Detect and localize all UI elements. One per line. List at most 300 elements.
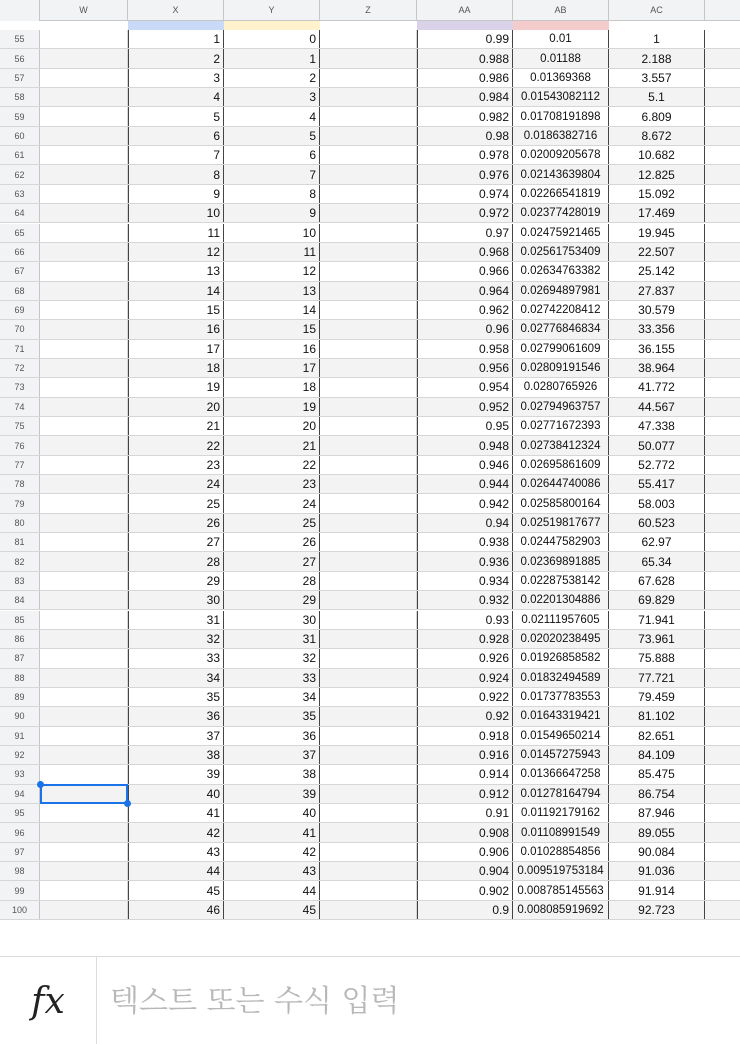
cell-w[interactable] [40,127,128,145]
cell-aa[interactable]: 0.99 [417,30,513,48]
cell-aa[interactable]: 0.98 [417,127,513,145]
cell-ac[interactable]: 17.469 [609,204,705,222]
cell-ad[interactable] [705,282,740,300]
cell-ab[interactable]: 0.02369891885 [513,552,609,570]
cell-ac[interactable]: 87.946 [609,804,705,822]
row-number[interactable]: 56 [0,49,40,67]
cell-z[interactable] [320,533,417,551]
row-number[interactable]: 94 [0,785,40,803]
cell-ad[interactable] [705,707,740,725]
cell-ad[interactable] [705,746,740,764]
cell-x[interactable]: 5 [128,107,224,125]
cell-w[interactable] [40,727,128,745]
cell-y[interactable]: 10 [224,224,320,242]
column-header-z[interactable]: Z [320,0,417,21]
cell-w[interactable] [40,804,128,822]
cell-ab[interactable]: 0.02742208412 [513,301,609,319]
row-number[interactable]: 61 [0,146,40,164]
cell-x[interactable]: 4 [128,88,224,106]
cell-ad[interactable] [705,146,740,164]
cell-ac[interactable]: 6.809 [609,107,705,125]
cell-ac[interactable]: 75.888 [609,649,705,667]
cell-y[interactable]: 38 [224,765,320,783]
row-number[interactable]: 67 [0,262,40,280]
cell-y[interactable]: 6 [224,146,320,164]
cell-aa[interactable]: 0.986 [417,69,513,87]
cell-w[interactable] [40,204,128,222]
cell-y[interactable]: 20 [224,417,320,435]
cell-ad[interactable] [705,165,740,183]
header-cell-y-partial[interactable] [224,21,320,30]
cell-ab[interactable]: 0.02561753409 [513,243,609,261]
cell-ac[interactable]: 27.837 [609,282,705,300]
cell-ac[interactable]: 2.188 [609,49,705,67]
cell-z[interactable] [320,88,417,106]
cell-y[interactable]: 19 [224,398,320,416]
row-number[interactable]: 70 [0,320,40,338]
cell-x[interactable]: 15 [128,301,224,319]
cell-ac[interactable]: 85.475 [609,765,705,783]
cell-z[interactable] [320,301,417,319]
cell-z[interactable] [320,707,417,725]
cell-ab[interactable]: 0.01543082112 [513,88,609,106]
cell-aa[interactable]: 0.91 [417,804,513,822]
cell-ad[interactable] [705,204,740,222]
selected-cell[interactable] [40,784,128,804]
row-number[interactable]: 74 [0,398,40,416]
cell-x[interactable]: 3 [128,69,224,87]
cell-ab[interactable]: 0.01457275943 [513,746,609,764]
cell-ac[interactable]: 55.417 [609,475,705,493]
cell-z[interactable] [320,378,417,396]
cell-y[interactable]: 0 [224,30,320,48]
cell-y[interactable]: 11 [224,243,320,261]
cell-aa[interactable]: 0.94 [417,514,513,532]
cell-aa[interactable]: 0.938 [417,533,513,551]
cell-ab[interactable]: 0.02266541819 [513,185,609,203]
cell-y[interactable]: 23 [224,475,320,493]
cell-aa[interactable]: 0.906 [417,843,513,861]
cell-ac[interactable]: 90.084 [609,843,705,861]
cell-ac[interactable]: 82.651 [609,727,705,745]
cell-y[interactable]: 4 [224,107,320,125]
cell-ad[interactable] [705,611,740,629]
cell-ac[interactable]: 77.721 [609,669,705,687]
cell-ac[interactable]: 3.557 [609,69,705,87]
cell-ac[interactable]: 81.102 [609,707,705,725]
cell-w[interactable] [40,456,128,474]
column-header-y[interactable]: Y [224,0,320,21]
cell-ac[interactable]: 1 [609,30,705,48]
row-number[interactable]: 95 [0,804,40,822]
cell-ab[interactable]: 0.01278164794 [513,785,609,803]
cell-ad[interactable] [705,649,740,667]
cell-z[interactable] [320,901,417,919]
cell-ab[interactable]: 0.009519753184 [513,862,609,880]
cell-x[interactable]: 34 [128,669,224,687]
cell-ac[interactable]: 33.356 [609,320,705,338]
cell-ab[interactable]: 0.02111957605 [513,611,609,629]
cell-ab[interactable]: 0.02776846834 [513,320,609,338]
cell-ad[interactable] [705,669,740,687]
cell-aa[interactable]: 0.926 [417,649,513,667]
row-number[interactable]: 71 [0,340,40,358]
cell-z[interactable] [320,727,417,745]
cell-x[interactable]: 37 [128,727,224,745]
cell-ab[interactable]: 0.01737783553 [513,688,609,706]
cell-x[interactable]: 9 [128,185,224,203]
cell-ad[interactable] [705,688,740,706]
cell-z[interactable] [320,243,417,261]
cell-z[interactable] [320,630,417,648]
cell-z[interactable] [320,320,417,338]
cell-ad[interactable] [705,30,740,48]
cell-ab[interactable]: 0.02794963757 [513,398,609,416]
cell-aa[interactable]: 0.954 [417,378,513,396]
cell-x[interactable]: 10 [128,204,224,222]
cell-ad[interactable] [705,127,740,145]
cell-ab[interactable]: 0.01028854856 [513,843,609,861]
cell-ac[interactable]: 22.507 [609,243,705,261]
formula-input[interactable] [110,973,720,1029]
cell-y[interactable]: 18 [224,378,320,396]
cell-aa[interactable]: 0.948 [417,436,513,454]
row-number[interactable]: 85 [0,611,40,629]
cell-x[interactable]: 33 [128,649,224,667]
cell-z[interactable] [320,669,417,687]
cell-ac[interactable]: 12.825 [609,165,705,183]
column-header-aa[interactable]: AA [417,0,513,21]
cell-ad[interactable] [705,494,740,512]
cell-aa[interactable]: 0.902 [417,881,513,899]
cell-aa[interactable]: 0.96 [417,320,513,338]
cell-ab[interactable]: 0.01192179162 [513,804,609,822]
cell-ab[interactable]: 0.02020238495 [513,630,609,648]
cell-z[interactable] [320,688,417,706]
row-number[interactable]: 77 [0,456,40,474]
cell-w[interactable] [40,514,128,532]
cell-x[interactable]: 31 [128,611,224,629]
cell-x[interactable]: 29 [128,572,224,590]
cell-ab[interactable]: 0.01926858582 [513,649,609,667]
row-number[interactable]: 100 [0,901,40,919]
cell-z[interactable] [320,785,417,803]
cell-w[interactable] [40,243,128,261]
cell-z[interactable] [320,843,417,861]
cell-x[interactable]: 46 [128,901,224,919]
cell-y[interactable]: 34 [224,688,320,706]
cell-ac[interactable]: 58.003 [609,494,705,512]
cell-ac[interactable]: 89.055 [609,823,705,841]
cell-y[interactable]: 17 [224,359,320,377]
cell-w[interactable] [40,30,128,48]
cell-y[interactable]: 5 [224,127,320,145]
cell-w[interactable] [40,649,128,667]
row-number[interactable]: 80 [0,514,40,532]
cell-z[interactable] [320,456,417,474]
cell-w[interactable] [40,881,128,899]
row-number[interactable]: 59 [0,107,40,125]
cell-z[interactable] [320,649,417,667]
cell-z[interactable] [320,552,417,570]
cell-z[interactable] [320,127,417,145]
cell-ad[interactable] [705,417,740,435]
cell-y[interactable]: 16 [224,340,320,358]
cell-ac[interactable]: 92.723 [609,901,705,919]
cell-ad[interactable] [705,843,740,861]
cell-y[interactable]: 42 [224,843,320,861]
cell-x[interactable]: 24 [128,475,224,493]
row-number[interactable]: 78 [0,475,40,493]
cell-ad[interactable] [705,398,740,416]
cell-z[interactable] [320,185,417,203]
cell-w[interactable] [40,359,128,377]
cell-x[interactable]: 18 [128,359,224,377]
cell-ab[interactable]: 0.02694897981 [513,282,609,300]
cell-z[interactable] [320,494,417,512]
cell-ad[interactable] [705,456,740,474]
cell-x[interactable]: 28 [128,552,224,570]
cell-x[interactable]: 14 [128,282,224,300]
cell-z[interactable] [320,262,417,280]
cell-x[interactable]: 25 [128,494,224,512]
cell-ac[interactable]: 41.772 [609,378,705,396]
row-number[interactable]: 66 [0,243,40,261]
cell-y[interactable]: 41 [224,823,320,841]
cell-y[interactable]: 45 [224,901,320,919]
cell-ab[interactable]: 0.02519817677 [513,514,609,532]
cell-w[interactable] [40,611,128,629]
row-number[interactable]: 58 [0,88,40,106]
cell-ac[interactable]: 79.459 [609,688,705,706]
cell-x[interactable]: 30 [128,591,224,609]
row-number[interactable]: 83 [0,572,40,590]
cell-ac[interactable]: 84.109 [609,746,705,764]
cell-y[interactable]: 39 [224,785,320,803]
cell-x[interactable]: 27 [128,533,224,551]
cell-w[interactable] [40,224,128,242]
cell-z[interactable] [320,165,417,183]
cell-ac[interactable]: 50.077 [609,436,705,454]
cell-y[interactable]: 7 [224,165,320,183]
cell-x[interactable]: 8 [128,165,224,183]
cell-ad[interactable] [705,320,740,338]
cell-x[interactable]: 38 [128,746,224,764]
cell-w[interactable] [40,185,128,203]
cell-aa[interactable]: 0.95 [417,417,513,435]
cell-ad[interactable] [705,514,740,532]
cell-aa[interactable]: 0.932 [417,591,513,609]
cell-ac[interactable]: 38.964 [609,359,705,377]
row-number[interactable]: 55 [0,30,40,48]
cell-ab[interactable]: 0.02644740086 [513,475,609,493]
cell-ab[interactable]: 0.01549650214 [513,727,609,745]
cell-x[interactable]: 23 [128,456,224,474]
cell-ad[interactable] [705,901,740,919]
cell-ac[interactable]: 15.092 [609,185,705,203]
row-number[interactable]: 91 [0,727,40,745]
cell-aa[interactable]: 0.958 [417,340,513,358]
cell-w[interactable] [40,398,128,416]
cell-y[interactable]: 14 [224,301,320,319]
cell-ab[interactable]: 0.02799061609 [513,340,609,358]
cell-z[interactable] [320,823,417,841]
cell-z[interactable] [320,417,417,435]
cell-w[interactable] [40,688,128,706]
cell-x[interactable]: 17 [128,340,224,358]
header-cell-aa-partial[interactable] [417,21,513,30]
cell-y[interactable]: 36 [224,727,320,745]
cell-ab[interactable]: 0.02447582903 [513,533,609,551]
cell-w[interactable] [40,49,128,67]
cell-ad[interactable] [705,823,740,841]
cell-ad[interactable] [705,262,740,280]
cell-x[interactable]: 7 [128,146,224,164]
cell-y[interactable]: 13 [224,282,320,300]
cell-aa[interactable]: 0.982 [417,107,513,125]
cell-aa[interactable]: 0.92 [417,707,513,725]
cell-ab[interactable]: 0.01832494589 [513,669,609,687]
cell-aa[interactable]: 0.924 [417,669,513,687]
cell-x[interactable]: 39 [128,765,224,783]
cell-y[interactable]: 31 [224,630,320,648]
cell-ac[interactable]: 60.523 [609,514,705,532]
cell-ac[interactable]: 86.754 [609,785,705,803]
cell-ad[interactable] [705,765,740,783]
cell-x[interactable]: 16 [128,320,224,338]
cell-aa[interactable]: 0.988 [417,49,513,67]
cell-aa[interactable]: 0.928 [417,630,513,648]
cell-ab[interactable]: 0.02809191546 [513,359,609,377]
cell-y[interactable]: 28 [224,572,320,590]
cell-x[interactable]: 20 [128,398,224,416]
row-number[interactable]: 62 [0,165,40,183]
cell-ab[interactable]: 0.02143639804 [513,165,609,183]
cell-x[interactable]: 36 [128,707,224,725]
cell-ad[interactable] [705,591,740,609]
cell-aa[interactable]: 0.922 [417,688,513,706]
cell-w[interactable] [40,746,128,764]
column-header-ab[interactable]: AB [513,0,609,21]
cell-w[interactable] [40,765,128,783]
cell-aa[interactable]: 0.966 [417,262,513,280]
cell-w[interactable] [40,901,128,919]
cell-ab[interactable]: 0.01708191898 [513,107,609,125]
cell-z[interactable] [320,862,417,880]
row-number[interactable]: 97 [0,843,40,861]
cell-ad[interactable] [705,107,740,125]
cell-ac[interactable]: 69.829 [609,591,705,609]
cell-aa[interactable]: 0.946 [417,456,513,474]
cell-y[interactable]: 26 [224,533,320,551]
cell-ad[interactable] [705,436,740,454]
row-number[interactable]: 84 [0,591,40,609]
cell-aa[interactable]: 0.956 [417,359,513,377]
cell-z[interactable] [320,514,417,532]
cell-x[interactable]: 13 [128,262,224,280]
column-header-x[interactable]: X [128,0,224,21]
header-cell-ab-partial[interactable] [513,21,609,30]
cell-z[interactable] [320,146,417,164]
cell-x[interactable]: 32 [128,630,224,648]
row-number[interactable]: 99 [0,881,40,899]
row-number[interactable]: 76 [0,436,40,454]
cell-w[interactable] [40,301,128,319]
cell-x[interactable]: 11 [128,224,224,242]
cell-ab[interactable]: 0.02585800164 [513,494,609,512]
row-number[interactable]: 63 [0,185,40,203]
cell-x[interactable]: 21 [128,417,224,435]
row-number[interactable]: 82 [0,552,40,570]
cell-ac[interactable]: 67.628 [609,572,705,590]
cell-ab[interactable]: 0.008785145563 [513,881,609,899]
fx-icon[interactable]: fx [0,957,97,1044]
cell-ab[interactable]: 0.01366647258 [513,765,609,783]
row-number[interactable]: 93 [0,765,40,783]
cell-y[interactable]: 2 [224,69,320,87]
cell-ab[interactable]: 0.02738412324 [513,436,609,454]
cell-z[interactable] [320,49,417,67]
cell-ad[interactable] [705,243,740,261]
cell-x[interactable]: 22 [128,436,224,454]
cell-ab[interactable]: 0.02695861609 [513,456,609,474]
cell-aa[interactable]: 0.97 [417,224,513,242]
cell-z[interactable] [320,591,417,609]
cell-z[interactable] [320,572,417,590]
cell-x[interactable]: 2 [128,49,224,67]
selection-handle-bottom-right[interactable] [124,800,131,807]
cell-ad[interactable] [705,88,740,106]
cell-y[interactable]: 32 [224,649,320,667]
cell-ac[interactable]: 30.579 [609,301,705,319]
cell-y[interactable]: 37 [224,746,320,764]
cell-aa[interactable]: 0.93 [417,611,513,629]
cell-ab[interactable]: 0.02634763382 [513,262,609,280]
cell-x[interactable]: 45 [128,881,224,899]
cell-ac[interactable]: 36.155 [609,340,705,358]
cell-z[interactable] [320,436,417,454]
cell-w[interactable] [40,843,128,861]
cell-ab[interactable]: 0.02287538142 [513,572,609,590]
cell-x[interactable]: 35 [128,688,224,706]
cell-z[interactable] [320,340,417,358]
row-number[interactable]: 88 [0,669,40,687]
cell-z[interactable] [320,224,417,242]
row-number[interactable]: 90 [0,707,40,725]
cell-y[interactable]: 3 [224,88,320,106]
cell-y[interactable]: 43 [224,862,320,880]
cell-w[interactable] [40,69,128,87]
cell-w[interactable] [40,88,128,106]
cell-ad[interactable] [705,552,740,570]
cell-w[interactable] [40,378,128,396]
cell-aa[interactable]: 0.964 [417,282,513,300]
cell-aa[interactable]: 0.962 [417,301,513,319]
cell-aa[interactable]: 0.968 [417,243,513,261]
cell-ab[interactable]: 0.01369368 [513,69,609,87]
cell-y[interactable]: 25 [224,514,320,532]
cell-z[interactable] [320,30,417,48]
cell-w[interactable] [40,146,128,164]
cell-y[interactable]: 9 [224,204,320,222]
cell-x[interactable]: 1 [128,30,224,48]
cell-w[interactable] [40,630,128,648]
cell-w[interactable] [40,165,128,183]
select-all-corner[interactable] [0,0,40,21]
cell-y[interactable]: 1 [224,49,320,67]
cell-z[interactable] [320,746,417,764]
row-number[interactable]: 60 [0,127,40,145]
